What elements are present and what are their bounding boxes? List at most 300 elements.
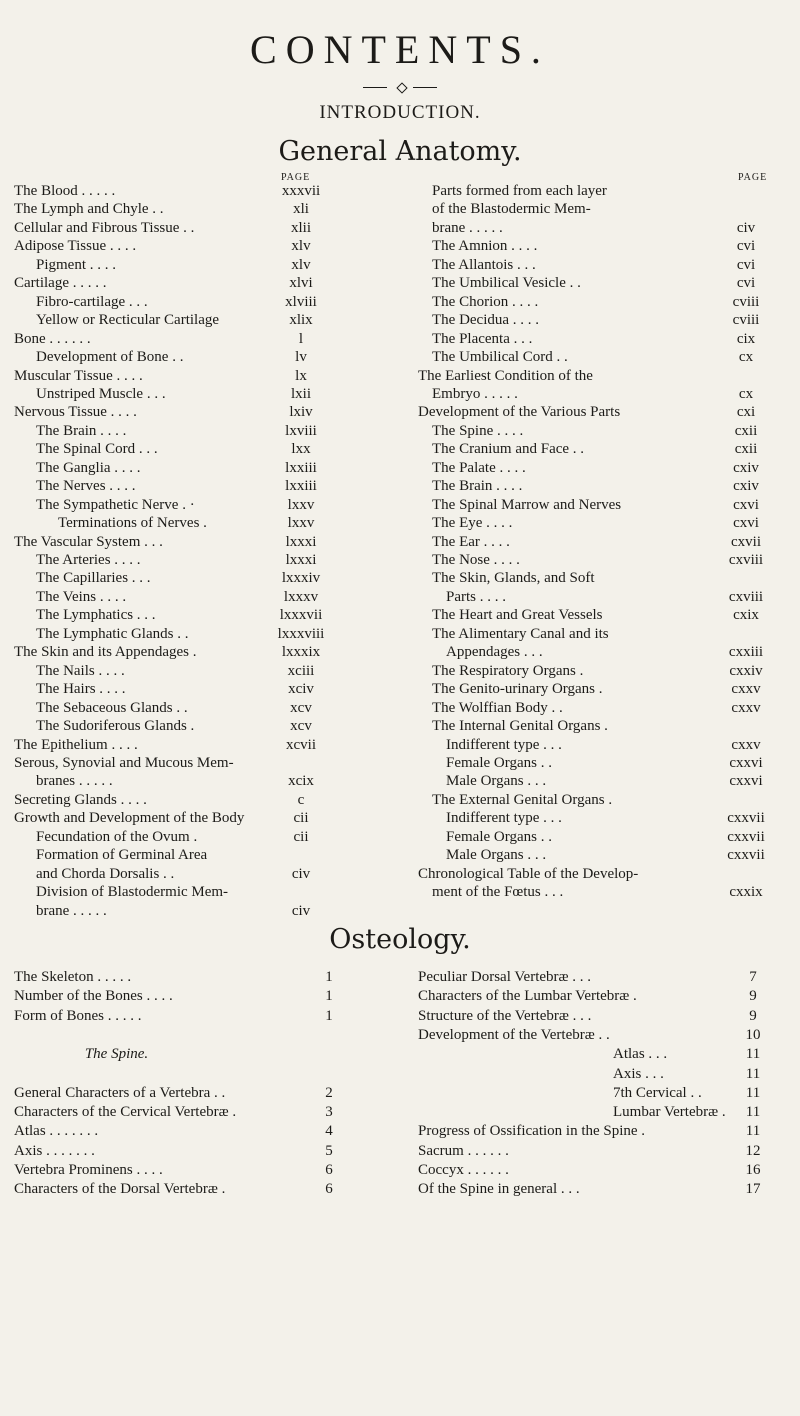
toc-page-number: cxxvii [727,847,765,864]
toc-entry-title: Chronological Table of the Develop- [418,865,639,882]
toc-entry [14,1180,374,1198]
toc-page-number: c [297,791,305,808]
toc-entry [14,662,354,680]
toc-entry [418,422,790,440]
toc-page-number: cx [738,349,754,366]
toc-entry-title: Coccyx . . . . . . [418,1162,509,1178]
toc-page-number: 3 [325,1104,333,1121]
toc-entry-title: The Sebaceous Glands . . [36,699,188,716]
toc-entry-title: Axis . . . [613,1065,664,1082]
toc-entry-title: The Earliest Condition of the [418,367,593,384]
toc-entry [418,736,790,754]
toc-entry [418,968,790,986]
toc-entry-title: The Placenta . . . [432,330,533,347]
toc-entry-title: Embryo . . . . . [432,385,518,402]
toc-page-number: 5 [325,1142,333,1159]
toc-page-number: cviii [732,312,760,329]
toc-page-number: 11 [745,1065,761,1082]
toc-entry-title: Female Organs . . [446,754,552,771]
toc-entry-title: The Internal Genital Organs . [432,718,608,735]
toc-page-number: lxxiii [285,459,317,476]
toc-entry [14,680,354,698]
toc-entry-title: Cartilage . . . . . [14,275,107,292]
toc-entry [14,1161,374,1179]
toc-entry [418,1180,790,1198]
toc-entry-title: The Epithelium . . . . [14,736,138,753]
toc-entry-title: Lumbar Vertebræ . [613,1104,726,1121]
toc-entry-title: Cellular and Fibrous Tissue . . [14,219,195,236]
toc-entry-title: Adipose Tissue . . . . [14,238,137,255]
toc-entry-title: The Alimentary Canal and its [432,625,609,642]
toc-entry-title: The Nails . . . . [36,662,125,679]
toc-entry [14,1142,374,1160]
toc-page-number: cii [293,828,309,845]
toc-page-number: xlv [291,256,311,273]
toc-entry [418,459,790,477]
toc-entry [418,680,790,698]
toc-entry [14,625,354,643]
toc-page-number: cxix [733,607,759,624]
toc-entry [418,588,790,606]
toc-entry [14,1084,374,1102]
contents-heading: CONTENTS. [250,27,550,72]
toc-page-number: cxvi [733,515,759,532]
toc-entry-title: Appendages . . . [446,644,543,661]
toc-entry-title: Indifferent type . . . [446,736,562,753]
toc-entry-title: The Arteries . . . . [36,552,141,568]
toc-entry-title: Pigment . . . . [36,256,117,273]
toc-entry-title: The Genito-urinary Organs . [432,681,603,698]
toc-entry [418,883,790,901]
toc-entry-title: Development of Bone . . [36,349,184,366]
toc-entry [14,569,354,587]
toc-entry-title: The External Genital Organs . [432,791,613,808]
toc-entry-title: The Blood . . . . . [14,183,116,199]
toc-entry-title: The Eye . . . . [432,515,513,532]
toc-entry [14,643,354,661]
toc-entry [418,182,790,200]
toc-page-number: lxxv [287,496,315,513]
toc-entry-title: The Skeleton . . . . . [14,969,132,985]
toc-entry-title: Atlas . . . [613,1046,668,1063]
toc-entry [14,968,374,986]
toc-page-number: lxxxvii [279,607,323,624]
toc-entry-title: Secreting Glands . . . . [14,791,147,808]
toc-page-number: 11 [745,1123,761,1140]
toc-entry-title: Of the Spine in general . . . [418,1181,580,1198]
toc-page-number: 4 [325,1123,333,1140]
toc-entry [14,1103,374,1121]
toc-entry [14,699,354,717]
toc-page-number: cxxiv [729,662,763,679]
toc-page-number: 6 [325,1181,333,1198]
toc-entry-title: The Ganglia . . . . [36,459,141,476]
toc-page-number: lv [295,349,307,366]
toc-page-number: civ [736,219,756,236]
toc-entry [418,477,790,495]
toc-entry-title: Fecundation of the Ovum . [36,828,198,845]
toc-entry [418,293,790,311]
toc-entry [14,237,354,255]
toc-entry [14,256,354,274]
toc-page-number: lxxxv [283,588,319,605]
toc-page-number: 10 [745,1026,761,1043]
toc-entry-title: The Spinal Marrow and Nerves [432,496,622,513]
toc-page-number: cii [293,810,309,827]
toc-page-number: civ [291,865,311,882]
toc-entry [14,403,354,421]
toc-entry-title: General Characters of a Vertebra . . [14,1084,226,1101]
divider-rule-left [363,87,387,88]
toc-page-number: cxxvii [727,810,765,827]
general-anatomy-title: General Anatomy. [278,136,522,167]
toc-entry-title: The Sympathetic Nerve . · [36,496,195,513]
toc-page-number: 11 [745,1046,761,1063]
divider-diamond-icon [396,82,407,93]
toc-entry-title: branes . . . . . [36,773,113,790]
toc-entry-title: and Chorda Dorsalis . . [36,865,175,882]
toc-entry [418,367,790,385]
toc-entry-title: Parts . . . . [446,588,506,605]
toc-page-number: 1 [325,988,333,1005]
toc-entry [14,717,354,735]
toc-entry [14,791,354,809]
toc-entry [14,459,354,477]
toc-entry [418,348,790,366]
toc-page-number: 11 [745,1104,761,1121]
toc-entry [418,440,790,458]
toc-entry-title: The Brain . . . . [36,422,127,439]
toc-page-number: lxxxi [285,533,317,550]
toc-entry [418,1084,790,1102]
toc-entry [418,606,790,624]
toc-page-number: cxvi [733,496,759,513]
toc-page-number: xciii [287,662,315,679]
toc-entry [14,182,354,200]
toc-entry [14,1122,374,1140]
toc-entry-title: The Respiratory Organs . [432,662,584,679]
toc-entry [14,422,354,440]
toc-page-number: cxi [736,404,756,421]
toc-entry-title: The Spine . . . . [432,422,524,439]
toc-entry [14,551,354,569]
toc-page-number: xcv [290,699,312,716]
toc-entry [14,293,354,311]
toc-entry [14,865,354,883]
toc-entry-title: The Capillaries . . . [36,570,151,587]
toc-page-number: lxx [291,441,311,458]
toc-page-number: cxxv [731,736,761,753]
toc-entry [14,533,354,551]
toc-entry-title: The Lymphatics . . . [36,607,156,624]
toc-entry [14,311,354,329]
toc-entry [418,385,790,403]
toc-page-number: 16 [745,1162,761,1178]
toc-entry [418,256,790,274]
toc-page-number: cxxvii [727,828,765,845]
toc-entry-title: Nervous Tissue . . . . [14,404,137,421]
toc-entry [418,1045,790,1063]
toc-entry [418,846,790,864]
toc-entry [418,569,790,587]
osteology-right-column [418,968,790,1208]
ornamental-divider [363,83,443,93]
toc-entry [418,237,790,255]
toc-page-number: lxxxix [281,644,321,661]
toc-entry-title: brane . . . . . [36,902,107,919]
toc-entry [14,1007,374,1025]
toc-entry [418,533,790,551]
toc-entry-title: Yellow or Recticular Cartilage [36,312,220,329]
toc-entry-title: Formation of Germinal Area [36,847,208,864]
toc-entry-title: brane . . . . . [432,219,503,236]
toc-page-number: 7 [749,969,757,985]
toc-page-number: cxxv [731,699,761,716]
toc-entry [14,772,354,790]
toc-page-number: xlvi [289,275,313,292]
toc-entry [418,772,790,790]
toc-entry [418,219,790,237]
toc-entry-title: Peculiar Dorsal Vertebræ . . . [418,969,592,985]
toc-page-number: 11 [745,1084,761,1101]
toc-entry [418,496,790,514]
toc-entry [418,662,790,680]
osteology-left-column [14,968,374,1208]
toc-entry-title: Muscular Tissue . . . . [14,367,143,384]
toc-entry-title: Male Organs . . . [446,773,547,790]
divider-rule-right [413,87,437,88]
toc-entry [14,828,354,846]
toc-page-number: xlviii [285,293,317,310]
toc-entry [418,1065,790,1083]
toc-entry [418,1161,790,1179]
toc-page-number: cix [736,330,756,347]
toc-page-number: cvi [736,256,756,273]
toc-entry [418,791,790,809]
toc-entry [14,348,354,366]
toc-page-number: cx [738,385,754,402]
toc-entry [14,385,354,403]
toc-entry [14,200,354,218]
toc-page-number: xlix [289,312,313,329]
toc-page-number: l [298,330,304,347]
toc-entry-title: The Decidua . . . . [432,312,540,329]
toc-page-number: cxiv [733,478,759,495]
toc-entry-title: ment of the Fœtus . . . [432,884,564,901]
toc-entry-title: Parts formed from each layer [432,183,607,199]
toc-entry-title: The Skin and its Appendages . [14,644,197,661]
toc-page-number: xcix [288,773,314,790]
toc-entry-title: The Nerves . . . . [36,478,136,495]
toc-entry [14,496,354,514]
toc-entry [14,1045,374,1063]
toc-entry-title: The Lymphatic Glands . . [36,625,189,642]
toc-entry-title: Growth and Development of the Body [14,810,245,827]
toc-entry-title: Characters of the Cervical Vertebræ . [14,1104,237,1121]
toc-entry-title: The Wolffian Body . . [432,699,563,716]
toc-entry [418,1103,790,1121]
toc-entry-title: The Heart and Great Vessels [432,607,603,624]
toc-entry-title: Axis . . . . . . . [14,1142,95,1159]
toc-entry [14,367,354,385]
toc-entry [418,717,790,735]
toc-entry [14,846,354,864]
toc-page-number: xcv [290,718,312,735]
toc-entry [418,699,790,717]
general-anatomy-right-column [418,172,790,922]
toc-entry [14,809,354,827]
toc-entry-title: Development of the Vertebræ . . [418,1026,610,1043]
toc-page-number: lxxiii [285,478,317,495]
toc-entry [418,1007,790,1025]
toc-page-number: 1 [325,969,333,985]
toc-entry [14,754,354,772]
page-column-label: PAGE [738,172,768,183]
toc-entry [14,883,354,901]
toc-entry-title: Bone . . . . . . [14,330,91,347]
toc-entry [418,643,790,661]
toc-entry-title: The Umbilical Vesicle . . [432,275,581,292]
toc-entry [418,514,790,532]
toc-entry [418,754,790,772]
toc-entry [14,274,354,292]
toc-page-number: cxxix [729,884,763,901]
toc-entry [418,809,790,827]
toc-entry [418,1122,790,1140]
toc-entry-title: Form of Bones . . . . . [14,1007,142,1024]
toc-entry-title: Atlas . . . . . . . [14,1123,99,1140]
toc-entry-title: The Brain . . . . [432,478,523,495]
toc-page-number: lxii [290,385,311,402]
toc-entry-title: Development of the Various Parts [418,404,621,421]
toc-entry-title: The Palate . . . . [432,459,526,476]
toc-entry-title: The Allantois . . . [432,256,536,273]
toc-page-number: cviii [732,293,760,310]
toc-entry-title: Female Organs . . [446,828,552,845]
toc-entry-title: Number of the Bones . . . . [14,988,173,1005]
page-column-label: PAGE [281,172,311,183]
toc-entry-title: The Spine. [84,1046,149,1063]
toc-page-number: lxxv [287,515,315,532]
toc-page-number: xlv [291,238,311,255]
toc-page-number: 9 [749,988,757,1005]
toc-entry [14,440,354,458]
toc-page-number: cxxiii [728,644,764,661]
toc-entry-title: Serous, Synovial and Mucous Mem- [14,754,234,771]
toc-page-number: lxxxiv [281,570,321,587]
toc-entry [14,219,354,237]
toc-page-number: 9 [749,1007,757,1024]
introduction-heading: INTRODUCTION. [319,102,481,123]
toc-entry-title: Progress of Ossification in the Spine . [418,1123,646,1140]
toc-page-number: cxxvi [729,754,763,771]
general-anatomy-left-column [14,172,354,922]
toc-page-number: cxiv [733,459,759,476]
toc-entry [14,736,354,754]
toc-entry-title: Indifferent type . . . [446,810,562,827]
toc-entry-title: 7th Cervical . . [613,1084,702,1101]
toc-entry-title: Unstriped Muscle . . . [36,385,166,402]
toc-entry [14,588,354,606]
toc-entry [14,1026,374,1044]
toc-page-number: cvi [736,275,756,292]
toc-entry-title: Vertebra Prominens . . . . [14,1162,163,1178]
toc-page-number: 12 [745,1142,761,1159]
toc-entry [418,403,790,421]
toc-entry-title: Structure of the Vertebræ . . . [418,1007,592,1024]
toc-page-number: 1 [325,1007,333,1024]
toc-page-number: cxii [734,422,758,439]
toc-entry-title: The Amnion . . . . [432,238,538,255]
toc-entry [14,987,374,1005]
toc-page-number: civ [291,902,311,919]
toc-entry [418,274,790,292]
toc-page-number: cxvii [731,533,761,550]
toc-entry [418,828,790,846]
toc-page-number: cvi [736,238,756,255]
toc-page-number: xcvii [286,736,316,753]
toc-entry-title: Characters of the Dorsal Vertebræ . [14,1181,226,1198]
toc-entry-title: Division of Blastodermic Mem- [36,884,229,901]
toc-page-number: lxiv [289,404,313,421]
toc-entry-title: The Sudoriferous Glands . [36,718,195,735]
toc-entry-title: Sacrum . . . . . . [418,1142,509,1159]
toc-entry [14,1065,374,1083]
toc-entry [418,1026,790,1044]
toc-page-number: lxviii [285,422,317,439]
toc-entry-title: Fibro-cartilage . . . [36,293,148,310]
toc-page-number: lxxxviii [277,625,325,642]
toc-page-number: xxxvii [281,183,321,199]
toc-entry-title: The Ear . . . . [432,533,510,550]
toc-entry-title: The Nose . . . . [432,552,520,568]
toc-page-number: 2 [325,1084,333,1101]
toc-page-number: cxviii [728,588,764,605]
toc-entry-title: Male Organs . . . [446,847,547,864]
toc-page-number: 17 [745,1181,761,1198]
toc-entry [418,865,790,883]
toc-page-number: xlii [290,219,311,236]
toc-entry-title: The Cranium and Face . . [432,441,585,458]
toc-entry [14,606,354,624]
toc-page-number: lx [295,367,307,384]
toc-entry-title: The Chorion . . . . [432,293,539,310]
toc-entry [418,1142,790,1160]
toc-entry [14,477,354,495]
toc-entry [418,987,790,1005]
toc-entry-title: Characters of the Lumbar Vertebræ . [418,988,637,1005]
toc-entry-title: The Umbilical Cord . . [432,349,568,366]
toc-page-number: cxxv [731,681,761,698]
toc-page-number: cxviii [728,552,764,568]
toc-entry-title: The Hairs . . . . [36,681,126,698]
toc-page-number: xciv [288,681,314,698]
toc-entry [14,330,354,348]
toc-page-number: cxii [734,441,758,458]
toc-entry [14,902,354,920]
toc-entry-title: The Vascular System . . . [14,533,163,550]
toc-page-number: cxxvi [729,773,763,790]
toc-entry-title: of the Blastodermic Mem- [432,201,591,218]
toc-entry [418,625,790,643]
toc-page-number: lxxxi [285,552,317,568]
toc-entry [418,200,790,218]
toc-entry [418,551,790,569]
toc-entry-title: Terminations of Nerves . [58,515,207,532]
toc-page-number: xli [293,201,309,218]
toc-entry-title: The Lymph and Chyle . . [14,201,164,218]
toc-entry [14,514,354,532]
